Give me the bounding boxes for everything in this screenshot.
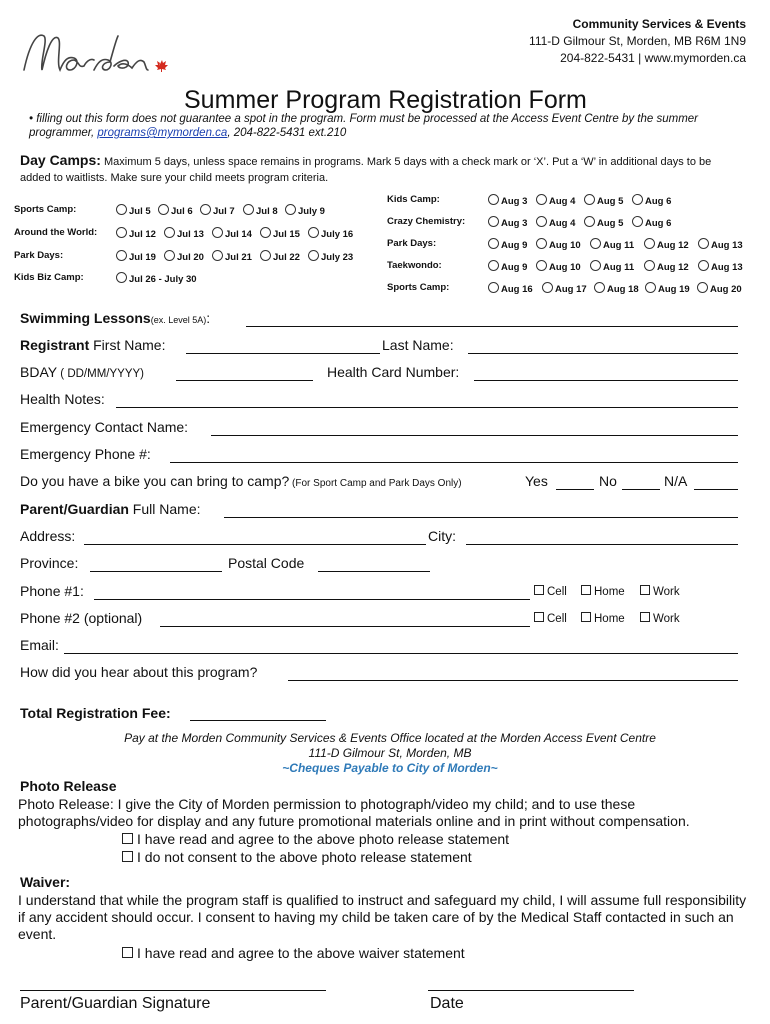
checkbox-icon[interactable] [640, 612, 650, 622]
payment-location: Pay at the Morden Community Services & Events Office located at the Morden Access Event Centre [124, 731, 656, 745]
radio-circle-icon[interactable] [644, 260, 655, 271]
radio-circle-icon[interactable] [260, 250, 271, 261]
maple-leaf-icon [155, 60, 168, 72]
morden-logo [18, 22, 173, 80]
camp-option[interactable]: Aug 13 [698, 238, 743, 251]
waiver-text: I understand that while the program staff is qualified to instruct and safeguard my child, I will assume full responsibility if any accident should occur. I consent to having my child be taken care of by the Medical Staff contacted in such an event. [18, 892, 747, 942]
camp-option[interactable]: Jul 6 [158, 204, 193, 217]
emergency-phone-input[interactable] [170, 462, 738, 463]
bike-yes-input[interactable] [556, 489, 594, 490]
radio-circle-icon[interactable] [536, 216, 547, 227]
bike-question: Do you have a bike you can bring to camp? (For Sport Camp and Park Days Only) [20, 473, 462, 489]
phone1-work-option[interactable]: Work [640, 585, 680, 598]
radio-circle-icon[interactable] [536, 238, 547, 249]
checkbox-icon[interactable] [640, 585, 650, 595]
camp-option[interactable]: Aug 5 [584, 194, 623, 207]
radio-circle-icon[interactable] [116, 227, 127, 238]
phone2-label: Phone #2 (optional) [20, 610, 143, 626]
camp-option[interactable]: Jul 22 [260, 250, 300, 263]
email-label: Email: [20, 637, 59, 653]
radio-circle-icon[interactable] [116, 250, 127, 261]
org-address: 111-D Gilmour St, Morden, MB R6M 1N9 [529, 34, 746, 48]
radio-circle-icon[interactable] [698, 260, 709, 271]
camp-option[interactable]: Jul 5 [116, 204, 151, 217]
phone1-cell-option[interactable]: Cell [534, 585, 567, 598]
guardian-name-label: Parent/Guardian Full Name: [20, 501, 201, 517]
city-input[interactable] [466, 544, 738, 545]
radio-circle-icon[interactable] [536, 194, 547, 205]
camp-label: Taekwondo: [387, 260, 442, 271]
camp-option[interactable]: Aug 4 [536, 216, 575, 229]
radio-circle-icon[interactable] [488, 194, 499, 205]
radio-circle-icon[interactable] [308, 250, 319, 261]
camp-option[interactable]: Aug 6 [632, 216, 671, 229]
phone2-input[interactable] [160, 626, 530, 627]
bike-na-input[interactable] [694, 489, 738, 490]
signature-input[interactable] [20, 990, 326, 991]
programs-email-link[interactable]: programs@mymorden.ca [97, 127, 228, 139]
photo-decline-option[interactable]: I do not consent to the above photo release statement [122, 849, 472, 865]
radio-circle-icon[interactable] [212, 250, 223, 261]
health-notes-input[interactable] [116, 407, 738, 408]
camp-option[interactable]: Aug 10 [536, 260, 581, 273]
camp-label: Kids Camp: [387, 194, 440, 205]
radio-circle-icon[interactable] [632, 216, 643, 227]
radio-circle-icon[interactable] [243, 204, 254, 215]
camp-option[interactable]: Aug 11 [590, 238, 634, 251]
phone1-label: Phone #1: [20, 583, 84, 599]
camp-option[interactable]: Jul 14 [212, 227, 252, 240]
camp-option[interactable]: Aug 3 [488, 216, 527, 229]
header-info [529, 16, 746, 67]
heard-label: How did you hear about this program? [20, 664, 258, 680]
radio-circle-icon[interactable] [212, 227, 223, 238]
radio-circle-icon[interactable] [698, 238, 709, 249]
payment-address: 111-D Gilmour St, Morden, MB [308, 746, 472, 760]
city-label: City: [428, 528, 456, 544]
radio-circle-icon[interactable] [645, 282, 656, 293]
fee-input[interactable] [190, 720, 326, 721]
radio-circle-icon[interactable] [164, 227, 175, 238]
camp-option[interactable]: Aug 3 [488, 194, 527, 207]
camp-option[interactable]: Aug 10 [536, 238, 581, 251]
swim-input[interactable] [246, 326, 738, 327]
radio-circle-icon[interactable] [260, 227, 271, 238]
last-name-label: Last Name: [382, 337, 454, 353]
registrant-first-label: Registrant First Name: [20, 337, 166, 353]
camp-option[interactable]: Aug 20 [697, 282, 742, 295]
radio-circle-icon[interactable] [584, 194, 595, 205]
phone1-home-option[interactable]: Home [581, 585, 625, 598]
camp-option[interactable]: Aug 9 [488, 260, 527, 273]
radio-circle-icon[interactable] [590, 260, 601, 271]
camp-option[interactable]: Aug 13 [698, 260, 743, 273]
checkbox-icon[interactable] [122, 833, 133, 844]
camp-label: Park Days: [14, 250, 64, 261]
email-input[interactable] [64, 653, 738, 654]
radio-circle-icon[interactable] [632, 194, 643, 205]
notice [29, 112, 744, 140]
health-card-input[interactable] [474, 380, 738, 381]
checkbox-icon[interactable] [581, 585, 591, 595]
address-label: Address: [20, 528, 76, 544]
camp-option[interactable]: Aug 12 [644, 260, 689, 273]
checkbox-icon[interactable] [122, 947, 133, 958]
bike-no-input[interactable] [622, 489, 660, 490]
waiver-heading: Waiver: [20, 874, 71, 890]
camp-option[interactable]: Jul 12 [116, 227, 156, 240]
phone1-input[interactable] [94, 599, 530, 600]
health-notes-label: Health Notes: [20, 391, 105, 407]
radio-circle-icon[interactable] [488, 282, 499, 293]
photo-release-heading: Photo Release [20, 778, 117, 794]
bike-na-label: N/A [664, 473, 688, 489]
checkbox-icon[interactable] [581, 612, 591, 622]
day-camps-intro [20, 152, 740, 186]
bike-yes-label: Yes [525, 473, 548, 489]
bday-input[interactable] [176, 380, 313, 381]
checkbox-icon[interactable] [534, 612, 544, 622]
radio-circle-icon[interactable] [116, 272, 127, 283]
heard-input[interactable] [288, 680, 738, 681]
camp-option[interactable]: Aug 17 [542, 282, 587, 295]
address-input[interactable] [84, 544, 426, 545]
camp-option[interactable]: Jul 26 - July 30 [116, 272, 197, 285]
radio-circle-icon[interactable] [158, 204, 169, 215]
radio-circle-icon[interactable] [644, 238, 655, 249]
emergency-phone-label: Emergency Phone #: [20, 446, 151, 462]
payment-info [0, 731, 770, 776]
fee-label: Total Registration Fee: [20, 705, 171, 721]
camp-option[interactable]: Jul 15 [260, 227, 300, 240]
radio-circle-icon[interactable] [590, 238, 601, 249]
camp-option[interactable]: Aug 4 [536, 194, 575, 207]
radio-circle-icon[interactable] [536, 260, 547, 271]
radio-circle-icon[interactable] [697, 282, 708, 293]
radio-circle-icon[interactable] [594, 282, 605, 293]
camp-option[interactable]: Jul 7 [200, 204, 235, 217]
camp-option[interactable]: Aug 12 [644, 238, 689, 251]
form-title: Summer Program Registration Form [184, 86, 587, 114]
radio-circle-icon[interactable] [308, 227, 319, 238]
emergency-name-input[interactable] [211, 435, 738, 436]
bike-no-label: No [599, 473, 617, 489]
health-card-label: Health Card Number: [327, 364, 460, 380]
radio-circle-icon[interactable] [488, 216, 499, 227]
camp-option[interactable]: July 23 [308, 250, 353, 263]
camp-label: Kids Biz Camp: [14, 272, 84, 283]
radio-circle-icon[interactable] [488, 238, 499, 249]
camp-label: Crazy Chemistry: [387, 216, 466, 227]
camp-option[interactable]: July 9 [285, 204, 325, 217]
bday-label: BDAY ( DD/MM/YYYY) [20, 364, 144, 380]
date-input[interactable] [428, 990, 634, 991]
camp-option[interactable]: Aug 6 [632, 194, 671, 207]
day-camps-heading: Day Camps: [20, 152, 101, 168]
radio-circle-icon[interactable] [200, 204, 211, 215]
phone2-home-option[interactable]: Home [581, 612, 625, 625]
cheques-note: ~Cheques Payable to City of Morden~ [282, 761, 498, 775]
camp-label: Sports Camp: [387, 282, 450, 293]
org-contact: 204-822-5431 | www.mymorden.ca [560, 51, 746, 65]
notice-phone: , 204-822-5431 ext.210 [227, 127, 347, 139]
camp-option[interactable]: Aug 19 [645, 282, 690, 295]
province-label: Province: [20, 555, 79, 571]
radio-circle-icon[interactable] [116, 204, 127, 215]
radio-circle-icon[interactable] [542, 282, 553, 293]
waiver-agree-option[interactable]: I have read and agree to the above waiver statement [122, 945, 465, 961]
signature-label: Parent/Guardian Signature [20, 995, 211, 1012]
camp-option[interactable]: Jul 13 [164, 227, 204, 240]
camp-option[interactable]: Aug 16 [488, 282, 533, 295]
camp-option[interactable]: Jul 20 [164, 250, 204, 263]
camp-option[interactable]: Jul 21 [212, 250, 252, 263]
emergency-name-label: Emergency Contact Name: [20, 419, 189, 435]
radio-circle-icon[interactable] [285, 204, 296, 215]
first-name-input[interactable] [186, 353, 380, 354]
day-camps-desc: Maximum 5 days, unless space remains in programs. Mark 5 days with a check mark or ‘X’. Put a ‘W’ in additional days to be added to waitlists. Make sure your child meets program criteria. [20, 156, 712, 184]
camp-option[interactable]: Aug 18 [594, 282, 639, 295]
radio-circle-icon[interactable] [488, 260, 499, 271]
checkbox-icon[interactable] [122, 851, 133, 862]
last-name-input[interactable] [468, 353, 738, 354]
camp-option[interactable]: Aug 11 [590, 260, 634, 273]
photo-agree-option[interactable]: I have read and agree to the above photo release statement [122, 831, 509, 847]
camp-label: Around the World: [14, 227, 98, 238]
phone2-work-option[interactable]: Work [640, 612, 680, 625]
org-name: Community Services & Events [572, 17, 746, 31]
camp-option[interactable]: Aug 5 [584, 216, 623, 229]
province-input[interactable] [90, 571, 222, 572]
date-label: Date [430, 995, 464, 1012]
camp-option[interactable]: Aug 9 [488, 238, 527, 251]
photo-release-text: Photo Release: I give the City of Morden permission to photograph/video my child; and to use these photographs/video for display and any future promotional materials online and in print without compensation. [18, 796, 690, 829]
camp-label: Sports Camp: [14, 204, 77, 215]
phone2-cell-option[interactable]: Cell [534, 612, 567, 625]
checkbox-icon[interactable] [534, 585, 544, 595]
camp-option[interactable]: Jul 19 [116, 250, 156, 263]
morden-logo-graphic [18, 22, 173, 80]
guardian-name-input[interactable] [224, 517, 738, 518]
radio-circle-icon[interactable] [584, 216, 595, 227]
notice-text: • filling out this form does not guarantee a spot in the program. Form must be processed at the Access Event Centre by the summer programmer, [29, 113, 699, 139]
radio-circle-icon[interactable] [164, 250, 175, 261]
camp-option[interactable]: July 16 [308, 227, 353, 240]
camp-label: Park Days: [387, 238, 437, 249]
postal-input[interactable] [318, 571, 430, 572]
postal-label: Postal Code [228, 555, 305, 571]
swim-label: Swimming Lessons(ex. Level 5A): [20, 310, 211, 326]
camp-option[interactable]: Jul 8 [243, 204, 278, 217]
